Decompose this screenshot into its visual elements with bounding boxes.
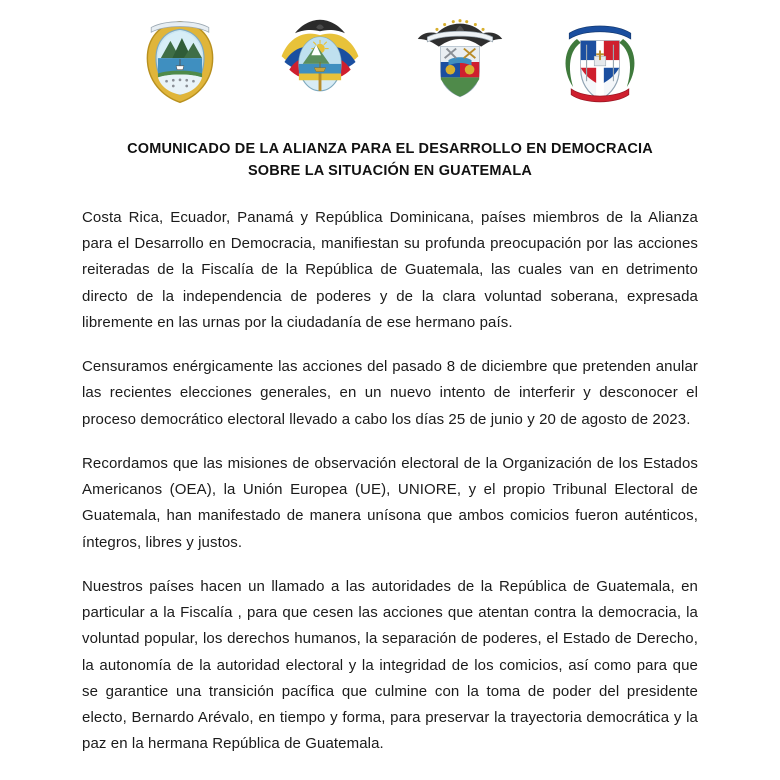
paragraph: Costa Rica, Ecuador, Panamá y República Dominicana, países miembros de la Alianza para el Desarrollo en Democracia, manifiestan su profunda preocupación por las acciones reiteradas de la Fiscalía de la República de Guatemala, las cuales van en detrimento directo de la independencia de poderes y de la clara voluntad soberana, expresada libremente en las urnas por la ciudadanía de ese hermano país. bbox=[82, 208, 698, 331]
document-title bbox=[0, 138, 780, 183]
title-line-1: COMUNICADO DE LA ALIANZA PARA EL DESARROLLO EN DEMOCRACIA bbox=[127, 141, 653, 157]
panama-coat-of-arms bbox=[412, 14, 508, 110]
paragraph: Recordamos que las misiones de observación electoral de la Organización de los Estados Americanos (OEA), la Unión Europea (UE), UNIORE, y el propio Tribunal Electoral de Guatemala, han manifestado de manera unísona que ambos comicios fueron auténticos, íntegros, libres y justos. bbox=[82, 454, 698, 551]
title-line-2: SOBRE LA SITUACIÓN EN GUATEMALA bbox=[247, 163, 533, 180]
paragraph: Censuramos enérgicamente las acciones del pasado 8 de diciembre que pretenden anular las recientes elecciones generales, en un nuevo intento de interferir y desconocer el proceso democrático electoral llevado a cabo los días 25 de junio y 20 de agosto de 2023. bbox=[82, 358, 698, 428]
document-body bbox=[0, 205, 780, 758]
dominican-republic-coat-of-arms bbox=[552, 14, 648, 110]
paragraph: Nuestros países hacen un llamado a las autoridades de la República de Guatemala, en particular a la Fiscalía , para que cesen las acciones que atentan contra la democracia, la voluntad popular, los derechos humanos, la separación de poderes, el Estado de Derecho, la autonomía de la autoridad electoral y la integridad de los comicios, así como para que se garantice una transición pacífica que culmine con la toma de poder del presidente electo, Bernardo Arévalo, en tiempo y forma, para preservar la trayectoria democrática y la paz en la hermana República de Guatemala. bbox=[82, 577, 698, 753]
costa-rica-coat-of-arms bbox=[132, 14, 228, 110]
ecuador-coat-of-arms bbox=[272, 14, 368, 110]
coat-of-arms-row bbox=[0, 0, 780, 110]
